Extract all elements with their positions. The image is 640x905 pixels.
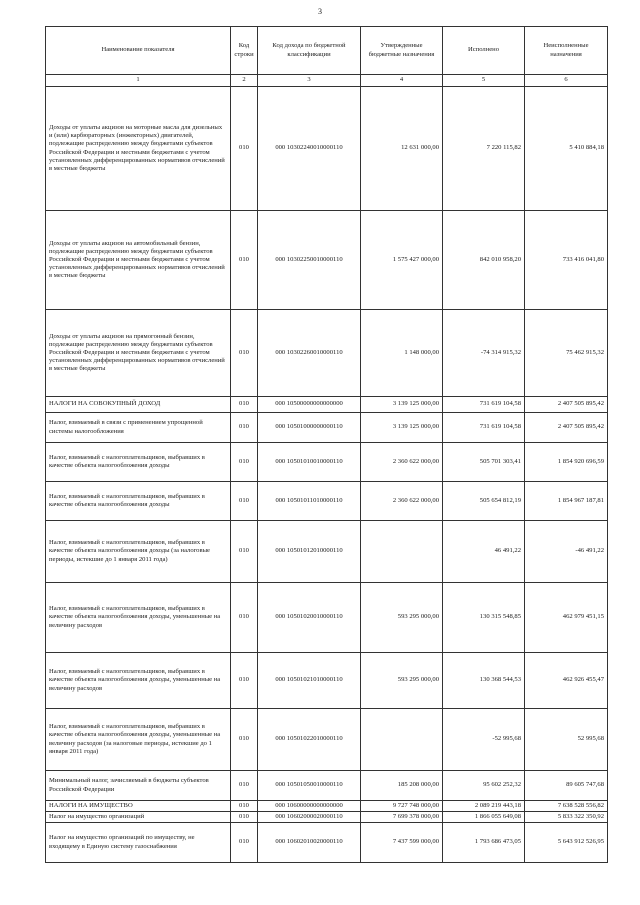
row-unexecuted: 733 416 041,80 bbox=[525, 211, 608, 310]
row-executed: 7 220 115,82 bbox=[443, 87, 525, 211]
row-income-code: 000 10501021010000110 bbox=[258, 653, 361, 709]
row-executed: 1 866 055 649,08 bbox=[443, 812, 525, 823]
row-name: Налог, взимаемый с налогоплательщиков, выбравших в качестве объекта налогообложения доходы bbox=[46, 482, 231, 521]
row-line-code: 010 bbox=[231, 583, 258, 653]
row-line-code: 010 bbox=[231, 521, 258, 583]
table-row bbox=[46, 583, 608, 653]
header-code: Код дохода по бюджетной классификации bbox=[258, 27, 361, 75]
row-line-code: 010 bbox=[231, 823, 258, 863]
table-row bbox=[46, 443, 608, 482]
row-unexecuted: 5 410 884,18 bbox=[525, 87, 608, 211]
row-executed: 505 654 812,19 bbox=[443, 482, 525, 521]
row-approved: 7 699 378 000,00 bbox=[361, 812, 443, 823]
income-report-table bbox=[45, 26, 608, 863]
row-executed: 1 793 686 473,05 bbox=[443, 823, 525, 863]
row-executed: 95 602 252,32 bbox=[443, 771, 525, 801]
row-name: Налог, взимаемый с налогоплательщиков, выбравших в качестве объекта налогообложения доходы, уменьшенные на величину расходов bbox=[46, 653, 231, 709]
table-header-row bbox=[46, 27, 608, 75]
row-executed: 505 701 303,41 bbox=[443, 443, 525, 482]
row-name: Доходы от уплаты акцизов на автомобильный бензин, подлежащие распределению между бюджетами субъектов Российской Федерации и местными бюджетами с учетом установленных дифференцированных нормативов отчислений в местные бюджеты bbox=[46, 211, 231, 310]
row-executed: 731 619 104,58 bbox=[443, 397, 525, 413]
column-number: 3 bbox=[258, 75, 361, 87]
table-row bbox=[46, 812, 608, 823]
header-line: Код строки bbox=[231, 27, 258, 75]
row-line-code: 010 bbox=[231, 482, 258, 521]
row-line-code: 010 bbox=[231, 310, 258, 397]
table-row bbox=[46, 771, 608, 801]
row-unexecuted: 462 926 455,47 bbox=[525, 653, 608, 709]
page-number: 3 bbox=[318, 7, 322, 16]
row-approved bbox=[361, 521, 443, 583]
row-income-code: 000 10500000000000000 bbox=[258, 397, 361, 413]
row-income-code: 000 10600000000000000 bbox=[258, 801, 361, 812]
row-approved: 9 727 748 000,00 bbox=[361, 801, 443, 812]
table-row bbox=[46, 397, 608, 413]
column-number: 4 bbox=[361, 75, 443, 87]
row-executed: 731 619 104,58 bbox=[443, 413, 525, 443]
row-approved: 593 295 000,00 bbox=[361, 583, 443, 653]
column-number-row bbox=[46, 75, 608, 87]
header-unexecuted: Неисполненные назначения bbox=[525, 27, 608, 75]
row-name: Налог, взимаемый в связи с применением упрощенной системы налогообложения bbox=[46, 413, 231, 443]
column-number: 5 bbox=[443, 75, 525, 87]
row-unexecuted: 1 854 967 187,81 bbox=[525, 482, 608, 521]
row-unexecuted: 52 995,68 bbox=[525, 709, 608, 771]
row-income-code: 000 10501000000000110 bbox=[258, 413, 361, 443]
column-number: 2 bbox=[231, 75, 258, 87]
row-executed: -74 314 915,32 bbox=[443, 310, 525, 397]
row-income-code: 000 10501010010000110 bbox=[258, 443, 361, 482]
row-name: Налог, взимаемый с налогоплательщиков, выбравших в качестве объекта налогообложения доходы bbox=[46, 443, 231, 482]
row-approved: 1 148 000,00 bbox=[361, 310, 443, 397]
row-income-code: 000 10302250010000110 bbox=[258, 211, 361, 310]
row-executed: 46 491,22 bbox=[443, 521, 525, 583]
table-row bbox=[46, 310, 608, 397]
row-income-code: 000 10302240010000110 bbox=[258, 87, 361, 211]
row-line-code: 010 bbox=[231, 709, 258, 771]
row-executed: -52 995,68 bbox=[443, 709, 525, 771]
table-body bbox=[46, 87, 608, 863]
row-approved: 3 139 125 000,00 bbox=[361, 397, 443, 413]
row-unexecuted: 5 833 322 350,92 bbox=[525, 812, 608, 823]
row-executed: 842 010 958,20 bbox=[443, 211, 525, 310]
row-name: НАЛОГИ НА ИМУЩЕСТВО bbox=[46, 801, 231, 812]
row-executed: 2 089 219 443,18 bbox=[443, 801, 525, 812]
row-name: Налог, взимаемый с налогоплательщиков, выбравших в качестве объекта налогообложения доходы (за налоговые периоды, истекшие до 1 января 2011 года) bbox=[46, 521, 231, 583]
row-line-code: 010 bbox=[231, 443, 258, 482]
table-row bbox=[46, 709, 608, 771]
row-income-code: 000 10602010020000110 bbox=[258, 823, 361, 863]
row-unexecuted: 1 854 920 696,59 bbox=[525, 443, 608, 482]
table-row bbox=[46, 521, 608, 583]
row-unexecuted: 89 605 747,68 bbox=[525, 771, 608, 801]
row-line-code: 010 bbox=[231, 211, 258, 310]
row-approved: 12 631 000,00 bbox=[361, 87, 443, 211]
row-income-code: 000 10501011010000110 bbox=[258, 482, 361, 521]
row-name: Доходы от уплаты акцизов на моторные масла для дизельных и (или) карбюраторных (инжекторных) двигателей, подлежащие распределению между бюджетами субъектов Российской Федерации и местными бюджетами с учетом установленных дифференцированных нормативов отчислений в местные бюджеты bbox=[46, 87, 231, 211]
row-name: Минимальный налог, зачисляемый в бюджеты субъектов Российской Федерации bbox=[46, 771, 231, 801]
row-executed: 130 315 548,85 bbox=[443, 583, 525, 653]
row-line-code: 010 bbox=[231, 812, 258, 823]
row-name: Налог, взимаемый с налогоплательщиков, выбравших в качестве объекта налогообложения доходы, уменьшенные на величину расходов bbox=[46, 583, 231, 653]
row-approved: 2 360 622 000,00 bbox=[361, 443, 443, 482]
row-name: Налог на имущество организаций bbox=[46, 812, 231, 823]
row-approved: 593 295 000,00 bbox=[361, 653, 443, 709]
table-row bbox=[46, 823, 608, 863]
table-row bbox=[46, 413, 608, 443]
table-row bbox=[46, 482, 608, 521]
header-approved: Утвержденные бюджетные назначения bbox=[361, 27, 443, 75]
row-approved bbox=[361, 709, 443, 771]
row-approved: 7 437 599 000,00 bbox=[361, 823, 443, 863]
row-unexecuted: -46 491,22 bbox=[525, 521, 608, 583]
row-approved: 3 139 125 000,00 bbox=[361, 413, 443, 443]
row-line-code: 010 bbox=[231, 801, 258, 812]
row-line-code: 010 bbox=[231, 653, 258, 709]
row-income-code: 000 10501012010000110 bbox=[258, 521, 361, 583]
row-unexecuted: 2 407 505 895,42 bbox=[525, 397, 608, 413]
row-unexecuted: 7 638 528 556,82 bbox=[525, 801, 608, 812]
table-row bbox=[46, 653, 608, 709]
row-income-code: 000 10302260010000110 bbox=[258, 310, 361, 397]
row-line-code: 010 bbox=[231, 771, 258, 801]
row-unexecuted: 2 407 505 895,42 bbox=[525, 413, 608, 443]
row-income-code: 000 10501022010000110 bbox=[258, 709, 361, 771]
row-unexecuted: 75 462 915,32 bbox=[525, 310, 608, 397]
row-name: НАЛОГИ НА СОВОКУПНЫЙ ДОХОД bbox=[46, 397, 231, 413]
row-income-code: 000 10501050010000110 bbox=[258, 771, 361, 801]
column-number: 1 bbox=[46, 75, 231, 87]
row-name: Налог на имущество организаций по имуществу, не входящему в Единую систему газоснабжения bbox=[46, 823, 231, 863]
row-unexecuted: 5 643 912 526,95 bbox=[525, 823, 608, 863]
row-line-code: 010 bbox=[231, 87, 258, 211]
table-row bbox=[46, 211, 608, 310]
row-approved: 185 208 000,00 bbox=[361, 771, 443, 801]
table-row bbox=[46, 87, 608, 211]
row-name: Доходы от уплаты акцизов на прямогонный бензин, подлежащие распределению между бюджетами субъектов Российской Федерации и местными бюджетами с учетом установленных дифференцированных нормативов отчислений в местные бюджеты bbox=[46, 310, 231, 397]
row-name: Налог, взимаемый с налогоплательщиков, выбравших в качестве объекта налогообложения доходы, уменьшенные на величину расходов (за налоговые периоды, истекшие до 1 января 2011 года) bbox=[46, 709, 231, 771]
row-income-code: 000 10501020010000110 bbox=[258, 583, 361, 653]
header-name: Наименование показателя bbox=[46, 27, 231, 75]
row-line-code: 010 bbox=[231, 413, 258, 443]
column-number: 6 bbox=[525, 75, 608, 87]
row-line-code: 010 bbox=[231, 397, 258, 413]
row-approved: 1 575 427 000,00 bbox=[361, 211, 443, 310]
row-unexecuted: 462 979 451,15 bbox=[525, 583, 608, 653]
row-executed: 130 368 544,53 bbox=[443, 653, 525, 709]
row-approved: 2 360 622 000,00 bbox=[361, 482, 443, 521]
row-income-code: 000 10602000020000110 bbox=[258, 812, 361, 823]
header-executed: Исполнено bbox=[443, 27, 525, 75]
table-row bbox=[46, 801, 608, 812]
